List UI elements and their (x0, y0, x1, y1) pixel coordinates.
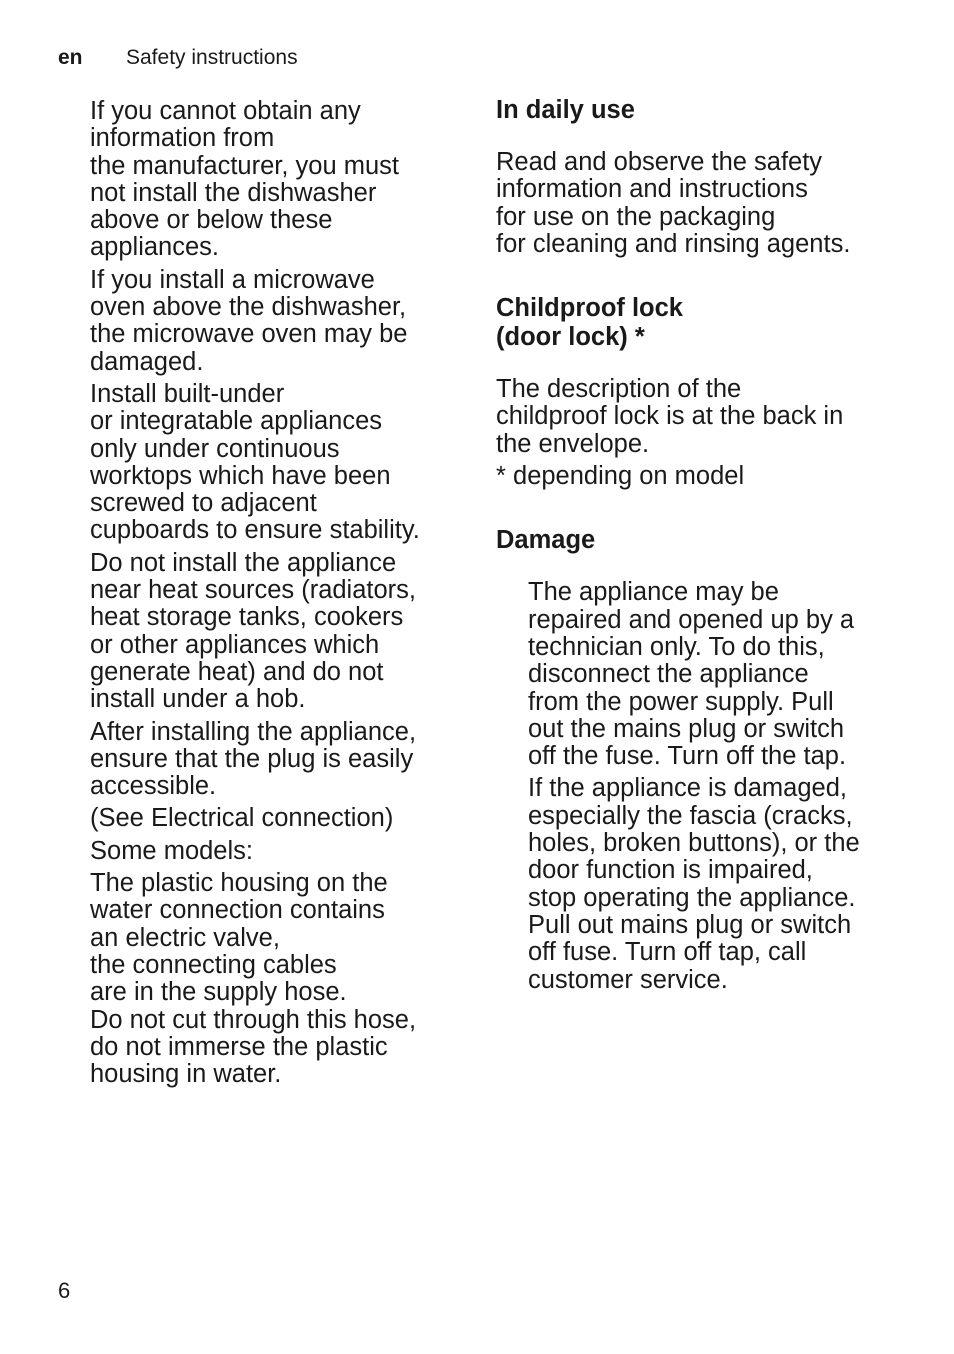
left-column (90, 98, 470, 1093)
damage-section-body (496, 579, 916, 993)
paragraph-daily-use: Read and observe the safety information and instructions for use on the packaging for cleaning and rinsing agents. (496, 148, 851, 258)
right-column (496, 96, 916, 999)
heading-childproof-lock: Childproof lock (door lock) * (496, 294, 683, 352)
section-title: Safety instructions (126, 46, 298, 69)
paragraph-no-manufacturer-info: If you cannot obtain any information from the manufacturer, you must not install the dishwasher above or below these appliances. (90, 97, 399, 262)
paragraph-heat-sources: Do not install the appliance near heat sources (radiators, heat storage tanks, cookers or other appliances which generate heat) and do not install under a hob. (90, 548, 416, 714)
paragraph-microwave: If you install a microwave oven above the dishwasher, the microwave oven may be damaged. (90, 265, 408, 376)
paragraph-electrical-connection-ref: (See Electrical connection) (90, 804, 394, 833)
paragraph-built-under: Install built-under or integratable appliances only under continuous worktops which have been screwed to adjacent cupboards to ensure stability. (90, 379, 420, 545)
paragraph-childproof-lock: The description of the childproof lock is at the back in the envelope. (496, 375, 844, 458)
heading-daily-use: In daily use (496, 96, 635, 124)
paragraph-some-models: Some models: (90, 836, 253, 865)
heading-damage: Damage (496, 526, 596, 555)
paragraph-plastic-housing: The plastic housing on the water connection contains an electric valve, the connecting cables are in the supply hose. Do not cut through this hose, do not immerse the plastic housing in water. (90, 869, 417, 1089)
paragraph-repair-technician: The appliance may be repaired and opened up by a technician only. To do this, disconnect the appliance from the power supply. Pull out the mains plug or switch off the fuse. Turn off the tap. (528, 578, 855, 771)
language-code: en (58, 46, 83, 69)
paragraph-plug-accessible: After installing the appliance, ensure that the plug is easily accessible. (90, 717, 417, 801)
page-header (58, 44, 298, 72)
footnote-depending-on-model: * depending on model (496, 462, 745, 491)
paragraph-appliance-damaged: If the appliance is damaged, especially the fascia (cracks, holes, broken buttons), or the door function is impaired, stop operating the appliance. Pull out mains plug or switch off fuse. Turn off tap, call customer service. (528, 774, 860, 994)
page-number: 6 (58, 1278, 71, 1303)
